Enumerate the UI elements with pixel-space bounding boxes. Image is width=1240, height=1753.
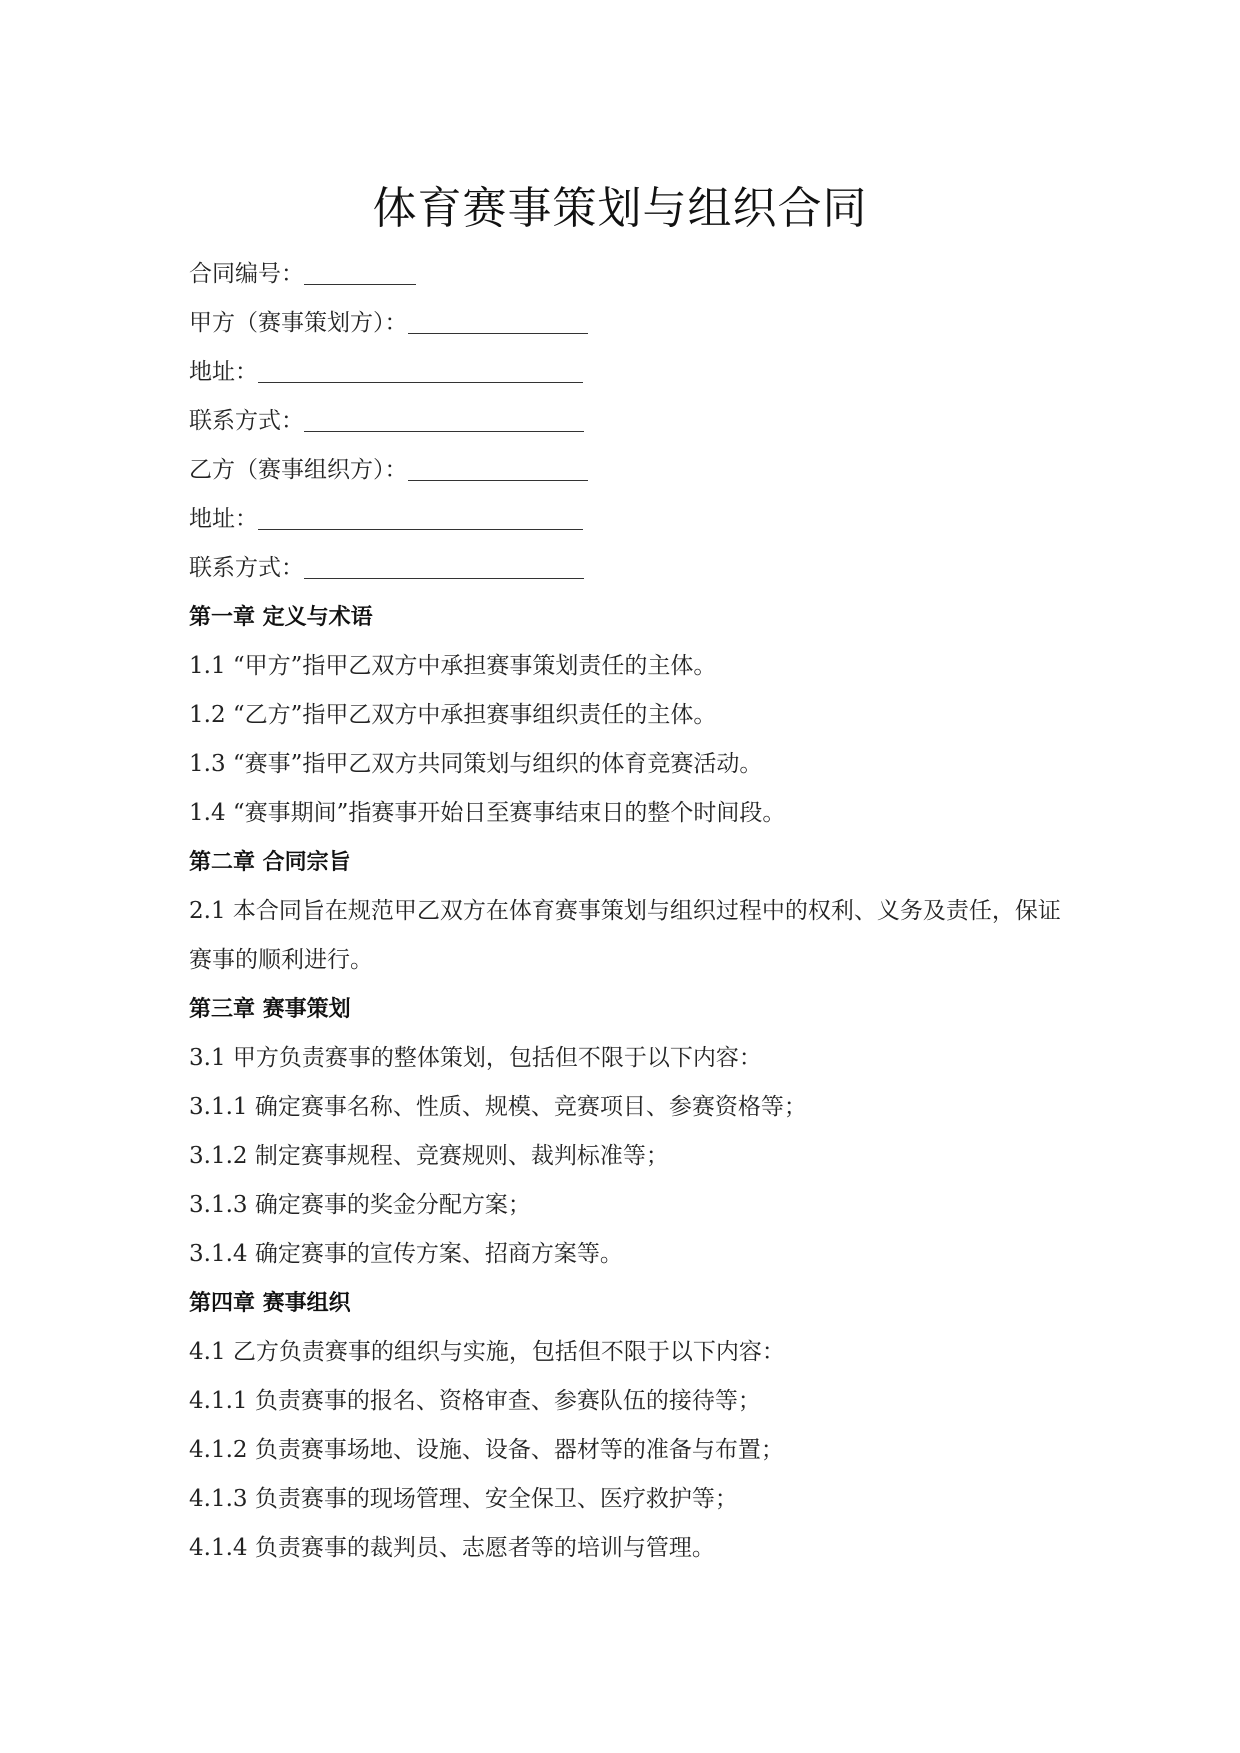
fill-blank[interactable] bbox=[408, 446, 588, 481]
field-party-a-contact bbox=[189, 397, 1069, 446]
field-party-b-address bbox=[189, 495, 1069, 544]
field-label: 合同编号： bbox=[189, 261, 304, 287]
chapter-heading: 第三章 赛事策划 bbox=[189, 997, 351, 1022]
clause: 1.4 “赛事期间”指赛事开始日至赛事结束日的整个时间段。 bbox=[189, 800, 786, 826]
clause: 4.1.3 负责赛事的现场管理、安全保卫、医疗救护等； bbox=[189, 1486, 738, 1512]
field-contract-number bbox=[189, 250, 1069, 299]
clause: 3.1 甲方负责赛事的整体策划，包括但不限于以下内容： bbox=[189, 1045, 762, 1071]
clause: 3.1.4 确定赛事的宣传方案、招商方案等。 bbox=[189, 1241, 623, 1267]
field-party-b bbox=[189, 446, 1069, 495]
field-party-a bbox=[189, 299, 1069, 348]
fill-blank[interactable] bbox=[304, 250, 416, 285]
field-label: 乙方（赛事组织方）： bbox=[189, 457, 408, 483]
contract-body bbox=[189, 250, 1069, 1573]
document-title: 体育赛事策划与组织合同 bbox=[372, 183, 868, 235]
clause: 3.1.3 确定赛事的奖金分配方案； bbox=[189, 1192, 531, 1218]
clause: 4.1.1 负责赛事的报名、资格审查、参赛队伍的接待等； bbox=[189, 1388, 761, 1414]
clause: 4.1.4 负责赛事的裁判员、志愿者等的培训与管理。 bbox=[189, 1535, 715, 1561]
field-label: 联系方式： bbox=[189, 555, 304, 581]
clause: 3.1.1 确定赛事名称、性质、规模、竞赛项目、参赛资格等； bbox=[189, 1094, 807, 1120]
fill-blank[interactable] bbox=[304, 397, 584, 432]
field-party-b-contact bbox=[189, 544, 1069, 593]
fill-blank[interactable] bbox=[258, 495, 583, 530]
field-label: 地址： bbox=[189, 506, 258, 532]
clause: 1.2 “乙方”指甲乙双方中承担赛事组织责任的主体。 bbox=[189, 702, 717, 728]
chapter-heading: 第二章 合同宗旨 bbox=[189, 850, 351, 875]
clause: 1.1 “甲方”指甲乙双方中承担赛事策划责任的主体。 bbox=[189, 653, 717, 679]
fill-blank[interactable] bbox=[408, 299, 588, 334]
clause: 4.1 乙方负责赛事的组织与实施，包括但不限于以下内容： bbox=[189, 1339, 785, 1365]
field-label: 甲方（赛事策划方）： bbox=[189, 310, 408, 336]
clause: 2.1 本合同旨在规范甲乙双方在体育赛事策划与组织过程中的权利、义务及责任，保证赛事的顺利进行。 bbox=[189, 898, 1061, 973]
fill-blank[interactable] bbox=[304, 544, 584, 579]
clause: 3.1.2 制定赛事规程、竞赛规则、裁判标准等； bbox=[189, 1143, 669, 1169]
chapter-heading: 第一章 定义与术语 bbox=[189, 605, 373, 630]
field-label: 联系方式： bbox=[189, 408, 304, 434]
field-label: 地址： bbox=[189, 359, 258, 385]
clause: 1.3 “赛事”指甲乙双方共同策划与组织的体育竞赛活动。 bbox=[189, 751, 763, 777]
chapter-heading: 第四章 赛事组织 bbox=[189, 1291, 351, 1316]
fill-blank[interactable] bbox=[258, 348, 583, 383]
field-party-a-address bbox=[189, 348, 1069, 397]
clause: 4.1.2 负责赛事场地、设施、设备、器材等的准备与布置； bbox=[189, 1437, 784, 1463]
